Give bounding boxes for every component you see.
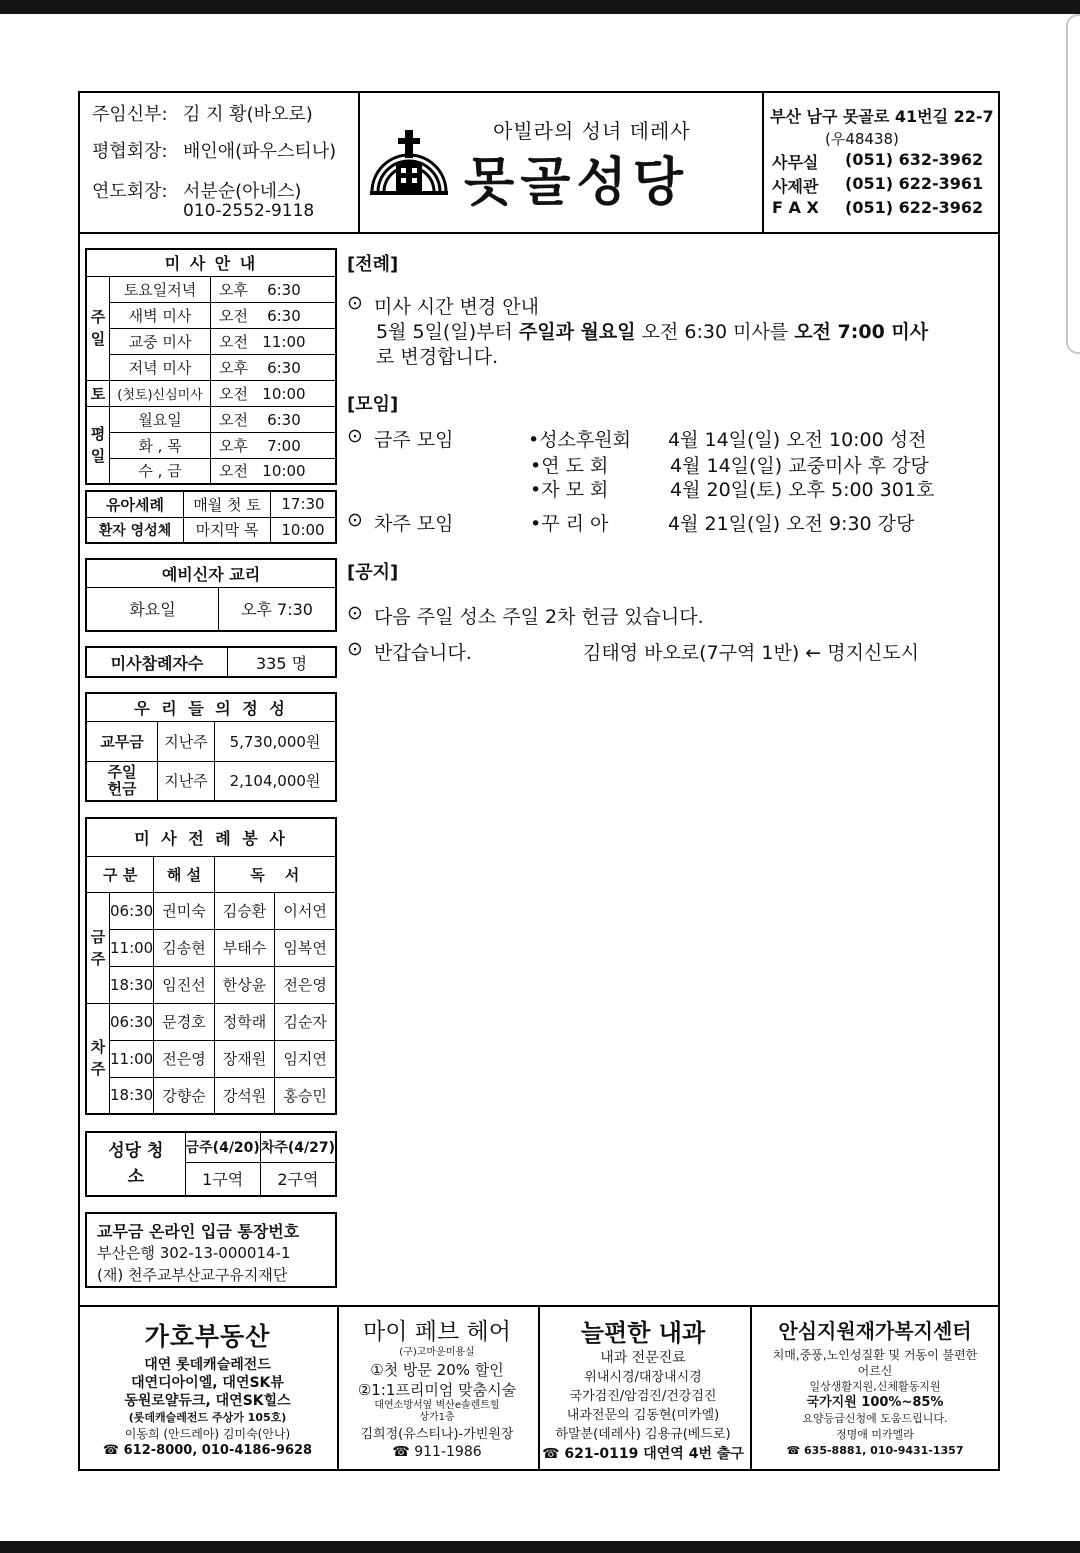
ad-line: 국가지원 100%~85% xyxy=(806,1395,944,1410)
catechumen-day: 화요일 xyxy=(86,587,219,631)
bank-account: 부산은행 302-13-000014-1 xyxy=(97,1244,291,1262)
liturgy-time: 18:30 xyxy=(110,966,154,1003)
ad-line: 대연소방서옆 벽산e솔렌트힐 xyxy=(374,1400,500,1411)
infant-baptism-time: 17:30 xyxy=(271,491,337,517)
rectory-phone: (051) 622-3961 xyxy=(845,174,984,193)
liturgy-header: 해 설 xyxy=(154,856,215,892)
saturday-group-label: 토 xyxy=(86,380,110,406)
meeting-name: •꾸 리 아 xyxy=(530,513,609,535)
sick-communion-label: 환자 영성체 xyxy=(86,517,184,543)
meeting-info: 4월 14일(일) 교중미사 후 강당 xyxy=(670,455,929,477)
liturgy-reader: 김순자 xyxy=(275,1003,336,1040)
liturgy-reader: 장재원 xyxy=(214,1040,275,1077)
patron-saint: 아빌라의 성녀 데레사 xyxy=(493,119,691,143)
mass-time: 오전 11:00 xyxy=(211,328,337,354)
bullet-icon: ⊙ xyxy=(347,509,363,531)
liturgy-section-title: [전례] xyxy=(347,254,399,275)
catechumen-table xyxy=(85,558,337,632)
mass-schedule-table xyxy=(85,248,337,485)
sunday-group-label: 주일 xyxy=(86,276,110,380)
next-week-meeting-label: 차주 모임 xyxy=(374,513,454,535)
ad-title: 마이 페브 헤어 xyxy=(363,1319,511,1345)
fax-phone: (051) 622-3962 xyxy=(845,198,984,217)
office-label: 사무실 xyxy=(772,153,819,172)
council-name: 배인애(파우스티나) xyxy=(183,141,337,162)
bank-holder: (재) 천주교부산교구유지재단 xyxy=(97,1266,288,1284)
mass-time: 오전 10:00 xyxy=(211,458,337,484)
liturgy-reader: 이서연 xyxy=(275,892,336,929)
offering-label: 주일 헌금 xyxy=(86,761,158,801)
meeting-info: 4월 21일(일) 오전 9:30 강당 xyxy=(668,513,915,535)
bottom-nav-bar xyxy=(0,1541,1080,1553)
offerings-table xyxy=(85,692,337,802)
ad-line: 대연디아이엘, 대연SK뷰 xyxy=(131,1375,284,1391)
mass-change-text-2: 로 변경합니다. xyxy=(376,346,499,368)
ad-phone: ☎ 911-1986 xyxy=(392,1444,482,1460)
sick-communion-time: 10:00 xyxy=(271,517,337,543)
ad-line: ②1:1프리미엄 맞춤시술 xyxy=(357,1381,517,1399)
header-divider-right xyxy=(762,93,764,232)
mass-name: (첫토)신심미사 xyxy=(110,380,211,406)
bullet-icon: ⊙ xyxy=(347,425,363,447)
mass-schedule-title: 미 사 안 내 xyxy=(86,249,336,276)
church-logo-icon xyxy=(368,128,450,196)
ad-line: 대연 롯데캐슬레전드 xyxy=(144,1357,271,1373)
ad-line: 요양등급신청에 도움드립니다. xyxy=(802,1412,948,1425)
liturgy-commentator: 문경호 xyxy=(154,1003,215,1040)
offering-amount: 2,104,000원 xyxy=(215,761,337,801)
ad-line: (롯데캐슬레전드 주상가 105호) xyxy=(128,1411,287,1424)
cleaning-next-week-label: 차주(4/27) xyxy=(260,1132,336,1162)
cleaning-this-week-label: 금주(4/20) xyxy=(185,1132,260,1162)
notice-newcomer: 김태영 바오로(7구역 1반) ← 명지신도시 xyxy=(583,642,920,664)
rosary-phone: 010-2552-9118 xyxy=(183,201,315,221)
ad-line: 하말분(데레사) 김용규(베드로) xyxy=(555,1427,731,1442)
ad-line: (구)고마운미용실 xyxy=(399,1347,475,1358)
weekday-group-label: 평일 xyxy=(86,406,110,484)
liturgy-reader: 부태수 xyxy=(214,929,275,966)
mass-change-text: 5월 5일(일)부터 주일과 월요일 오전 6:30 미사를 오전 7:00 미사 xyxy=(376,321,929,343)
mass-time: 오전 10:00 xyxy=(211,380,337,406)
liturgy-time: 06:30 xyxy=(110,892,154,929)
mass-name: 저녁 미사 xyxy=(110,354,211,380)
liturgy-commentator: 전은영 xyxy=(154,1040,215,1077)
rectory-label: 사제관 xyxy=(772,177,819,196)
sacrament-table xyxy=(85,490,337,544)
ad-line: 위내시경/대장내시경 xyxy=(584,1370,702,1385)
notice-text: 다음 주일 성소 주일 2차 헌금 있습니다. xyxy=(374,606,704,628)
liturgy-reader: 정학래 xyxy=(214,1003,275,1040)
liturgy-header: 서 xyxy=(275,856,336,892)
ad-line: 동원로얄듀크, 대연SK힐스 xyxy=(124,1393,291,1409)
mass-change-title: 미사 시간 변경 안내 xyxy=(374,296,539,318)
liturgy-commentator: 권미숙 xyxy=(154,892,215,929)
offering-period: 지난주 xyxy=(158,721,215,761)
liturgy-header: 구 분 xyxy=(86,856,154,892)
ad-phone: ☎ 612-8000, 010-4186-9628 xyxy=(102,1443,313,1458)
ad-title: 늘편한 내과 xyxy=(580,1319,706,1347)
liturgy-time: 11:00 xyxy=(110,1040,154,1077)
infant-baptism-when: 매월 첫 토 xyxy=(184,491,271,517)
bank-account-box xyxy=(85,1212,337,1288)
mass-name: 화 , 목 xyxy=(110,432,211,458)
notice-section-title: [공지] xyxy=(347,562,399,583)
ad-line: 어르신 xyxy=(857,1364,893,1378)
sick-communion-when: 마지막 목 xyxy=(184,517,271,543)
meeting-info: 4월 20일(토) 오후 5:00 301호 xyxy=(670,479,935,501)
meeting-name: •성소후원회 xyxy=(528,429,631,451)
meeting-name: •자 모 회 xyxy=(530,479,609,501)
meeting-section-title: [모임] xyxy=(347,394,399,415)
liturgy-reader: 김승환 xyxy=(214,892,275,929)
ad-line: 김희정(유스티나)-가빈원장 xyxy=(360,1427,514,1442)
mass-name: 새벽 미사 xyxy=(110,302,211,328)
ad-line: 내과전문의 김동현(미카엘) xyxy=(566,1408,720,1423)
bullet-icon: ⊙ xyxy=(347,292,363,314)
infant-baptism-label: 유아세례 xyxy=(86,491,184,517)
mass-time: 오전 6:30 xyxy=(211,406,337,432)
ad-phone: ☎ 635-8881, 010-9431-1357 xyxy=(786,1444,964,1457)
this-week-meeting-label: 금주 모임 xyxy=(374,429,454,451)
ad-line: 이동희 (안드레아) 김미숙(안나) xyxy=(124,1427,291,1441)
ad-line: ①첫 방문 20% 할인 xyxy=(370,1361,504,1379)
top-status-bar xyxy=(0,0,1080,14)
bullet-icon: ⊙ xyxy=(347,602,363,624)
ad-hair-salon xyxy=(338,1305,536,1470)
catechumen-title: 예비신자 교리 xyxy=(86,559,336,587)
catechumen-time: 오후 7:30 xyxy=(219,587,337,631)
liturgy-time: 06:30 xyxy=(110,1003,154,1040)
church-address: 부산 남구 못골로 41번길 22-7 xyxy=(770,107,994,126)
notice-text: 반갑습니다. xyxy=(374,642,472,664)
ad-phone: ☎ 621-0119 대연역 4번 출구 xyxy=(542,1446,744,1462)
bullet-icon: ⊙ xyxy=(347,638,363,660)
ad-clinic xyxy=(539,1305,747,1470)
offering-amount: 5,730,000원 xyxy=(215,721,337,761)
liturgy-title: 미 사 전 례 봉 사 xyxy=(86,818,336,856)
liturgy-commentator: 임진선 xyxy=(154,966,215,1003)
ad-title: 가호부동산 xyxy=(144,1322,271,1351)
offering-period: 지난주 xyxy=(158,761,215,801)
mass-name: 수 , 금 xyxy=(110,458,211,484)
liturgy-time: 11:00 xyxy=(110,929,154,966)
fax-label: F A X xyxy=(772,198,819,217)
mass-name: 월요일 xyxy=(110,406,211,432)
ad-line: 정명애 미카엘라 xyxy=(836,1428,914,1441)
bank-title: 교무금 온라인 입금 통장번호 xyxy=(97,1222,300,1241)
pastor-label: 주임신부: xyxy=(92,104,168,125)
cleaning-this-week: 1구역 xyxy=(185,1162,260,1196)
mass-name: 교중 미사 xyxy=(110,328,211,354)
liturgy-reader: 임복연 xyxy=(275,929,336,966)
attendance-count: 335 명 xyxy=(228,647,337,677)
offering-label: 교무금 xyxy=(86,721,158,761)
liturgy-header: 독 xyxy=(214,856,275,892)
header-divider-left xyxy=(358,93,360,232)
ad-title: 안심지원재가복지센터 xyxy=(778,1319,972,1343)
liturgy-group-label: 금주 xyxy=(86,892,110,1003)
church-name: 못골성당 xyxy=(464,153,689,213)
attendance-table xyxy=(85,646,337,678)
liturgy-service-table xyxy=(85,817,337,1115)
offerings-title: 우 리 들 의 정 성 xyxy=(86,693,336,721)
pastor-name: 김 지 황(바오로) xyxy=(183,104,313,125)
liturgy-time: 18:30 xyxy=(110,1077,154,1114)
mass-time: 오후 7:00 xyxy=(211,432,337,458)
rosary-label: 연도회장: xyxy=(92,181,168,202)
attendance-label: 미사참례자수 xyxy=(86,647,228,677)
cleaning-label: 성당 청소 xyxy=(86,1132,185,1196)
ad-line: 일상생활지원,신체활동지원 xyxy=(809,1380,941,1393)
liturgy-reader: 임지연 xyxy=(275,1040,336,1077)
liturgy-commentator: 강향순 xyxy=(154,1077,215,1114)
liturgy-reader: 홍승민 xyxy=(275,1077,336,1114)
liturgy-group-label: 차주 xyxy=(86,1003,110,1114)
postal-code: (우48438) xyxy=(825,130,899,148)
mass-time: 오전 6:30 xyxy=(211,302,337,328)
rosary-name: 서분순(아네스) xyxy=(183,181,302,202)
meeting-name: •연 도 회 xyxy=(530,455,609,477)
office-phone: (051) 632-3962 xyxy=(845,150,984,169)
liturgy-reader: 전은영 xyxy=(275,966,336,1003)
meeting-info: 4월 14일(일) 오전 10:00 성전 xyxy=(668,429,927,451)
mass-time: 오후 6:30 xyxy=(211,276,337,302)
mass-time: 오후 6:30 xyxy=(211,354,337,380)
ad-real-estate xyxy=(80,1305,335,1470)
cleaning-next-week: 2구역 xyxy=(260,1162,336,1196)
ad-line: 치매,중풍,노인성질환 및 거동이 불편한 xyxy=(772,1348,978,1362)
ad-welfare-center xyxy=(751,1305,999,1470)
liturgy-reader: 강석원 xyxy=(214,1077,275,1114)
ad-line: 국가검진/암검진/건강검진 xyxy=(569,1389,717,1404)
liturgy-reader: 한상윤 xyxy=(214,966,275,1003)
council-label: 평협회장: xyxy=(92,141,168,162)
ad-line: 상가1층 xyxy=(419,1412,455,1423)
scroll-handle[interactable] xyxy=(1066,14,1080,354)
cleaning-table xyxy=(85,1131,337,1197)
header-divider xyxy=(80,232,998,234)
liturgy-commentator: 김송현 xyxy=(154,929,215,966)
mass-name: 토요일저녁 xyxy=(110,276,211,302)
ad-line: 내과 전문진료 xyxy=(600,1350,686,1366)
